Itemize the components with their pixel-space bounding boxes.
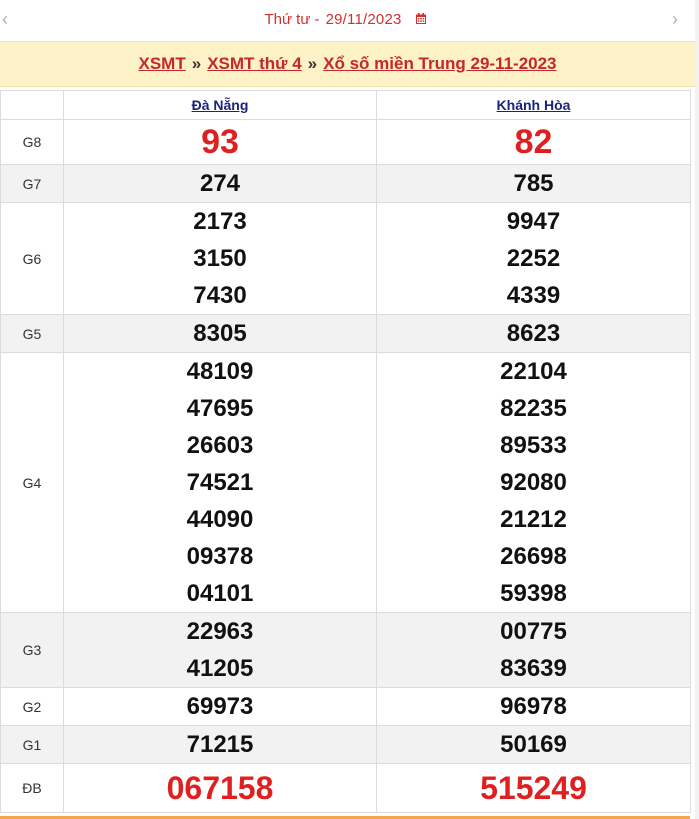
prize-number: 71215: [186, 731, 254, 758]
calendar-icon[interactable]: [416, 13, 426, 24]
prize-number: 26698: [500, 543, 567, 570]
current-date: [264, 11, 425, 28]
prize-cell-da-nang: [64, 203, 377, 315]
table-row: [1, 165, 691, 203]
prize-cell-da-nang: [64, 613, 377, 688]
results-body: [1, 120, 691, 813]
prize-number: 22104: [500, 358, 567, 385]
prize-number: 22963: [186, 618, 254, 645]
prize-cell-khanh-hoa: [377, 353, 691, 613]
prize-number: 04101: [186, 580, 254, 607]
prize-cell-da-nang: [64, 764, 377, 813]
province-link-da-nang[interactable]: Đà Nẵng: [191, 97, 249, 113]
prize-number: 8623: [506, 320, 561, 347]
table-header-row: [1, 91, 691, 120]
date-navigation-bar: [0, 0, 690, 38]
breadcrumb-link-xsmt-thu-4[interactable]: XSMT thứ 4: [207, 54, 302, 73]
table-row: [1, 203, 691, 315]
prize-cell-khanh-hoa: [377, 726, 691, 764]
table-row: [1, 613, 691, 688]
prize-number: 515249: [480, 770, 587, 806]
table-row: [1, 726, 691, 764]
breadcrumb-link-xsmt[interactable]: XSMT: [138, 54, 186, 73]
breadcrumb-link-current[interactable]: Xổ số miền Trung 29-11-2023: [323, 54, 557, 73]
table-row: [1, 120, 691, 165]
prize-number: 83639: [500, 655, 567, 682]
prize-number: 82235: [500, 395, 567, 422]
prize-label: G2: [1, 688, 64, 726]
table-row: [1, 688, 691, 726]
prize-number: 785: [513, 170, 554, 197]
chevron-left-icon[interactable]: ‹: [2, 8, 8, 29]
prize-number: 74521: [186, 469, 254, 496]
page-edge: [695, 0, 699, 819]
prize-number: 59398: [500, 580, 567, 607]
prize-label: G3: [1, 613, 64, 688]
prize-cell-da-nang: [64, 726, 377, 764]
prize-number: 50169: [500, 731, 567, 758]
prize-cell-da-nang: [64, 120, 377, 165]
breadcrumb-separator: »: [191, 54, 202, 73]
prize-cell-khanh-hoa: [377, 315, 691, 353]
prize-label: ĐB: [1, 764, 64, 813]
prize-number: 067158: [166, 770, 274, 806]
prize-label: G8: [1, 120, 64, 165]
prize-cell-khanh-hoa: [377, 688, 691, 726]
province-header-da-nang: [64, 91, 377, 120]
breadcrumb-separator: »: [307, 54, 318, 73]
prize-number: 274: [199, 170, 241, 197]
prize-number: 2252: [506, 245, 561, 272]
prize-number: 9947: [506, 208, 561, 235]
day-label: Thứ tư -: [264, 10, 320, 28]
prize-number: 2173: [193, 208, 247, 235]
date-value: 29/11/2023: [325, 10, 402, 28]
prize-number: 47695: [186, 395, 254, 422]
prize-label: G1: [1, 726, 64, 764]
prize-number: 44090: [186, 506, 254, 533]
prize-cell-khanh-hoa: [377, 613, 691, 688]
prize-number: 93: [201, 123, 239, 161]
prize-number: 41205: [186, 655, 254, 682]
chevron-right-icon[interactable]: ›: [672, 8, 678, 29]
prize-label: G5: [1, 315, 64, 353]
prize-label: G6: [1, 203, 64, 315]
prize-number: 92080: [500, 469, 567, 496]
prize-number: 3150: [193, 245, 247, 272]
results-table: [0, 90, 691, 813]
table-row: [1, 353, 691, 613]
prize-number: 26603: [186, 432, 254, 459]
prize-number: 69973: [186, 693, 254, 720]
table-row: [1, 315, 691, 353]
province-header-khanh-hoa: [377, 91, 691, 120]
province-link-khanh-hoa[interactable]: Khánh Hòa: [496, 97, 571, 113]
prize-label: G4: [1, 353, 64, 613]
prize-cell-da-nang: [64, 315, 377, 353]
prize-cell-da-nang: [64, 688, 377, 726]
prize-number: 00775: [500, 618, 567, 645]
prize-cell-khanh-hoa: [377, 165, 691, 203]
prize-number: 21212: [500, 506, 567, 533]
prize-number: 7430: [193, 282, 247, 309]
prize-number: 09378: [186, 543, 254, 570]
prize-label: G7: [1, 165, 64, 203]
prize-header: [1, 91, 64, 120]
prize-number: 8305: [193, 320, 247, 347]
prize-number: 89533: [500, 432, 567, 459]
prize-cell-khanh-hoa: [377, 120, 691, 165]
prize-number: 4339: [506, 282, 561, 309]
prize-cell-da-nang: [64, 353, 377, 613]
prize-cell-khanh-hoa: [377, 203, 691, 315]
table-row: [1, 764, 691, 813]
prize-cell-da-nang: [64, 165, 377, 203]
breadcrumb: [0, 41, 695, 87]
prize-number: 48109: [186, 358, 254, 385]
prize-number: 82: [514, 123, 553, 161]
prize-cell-khanh-hoa: [377, 764, 691, 813]
prize-number: 96978: [500, 693, 567, 720]
